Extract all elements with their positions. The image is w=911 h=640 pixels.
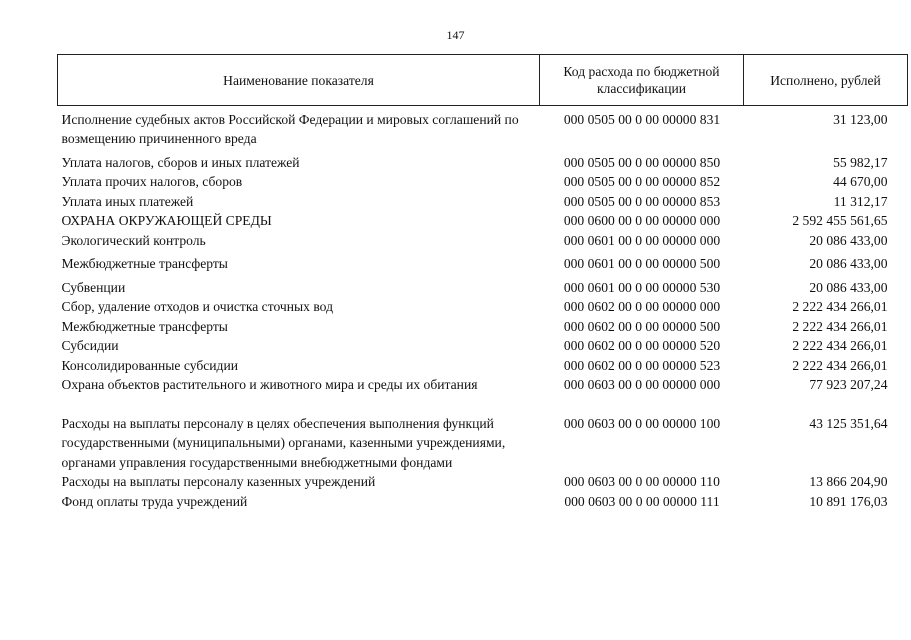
row-code: 000 0602 00 0 00 00000 520	[563, 338, 721, 353]
row-code: 000 0505 00 0 00 00000 850	[563, 154, 721, 170]
row-code: 000 0603 00 0 00 00000 000	[563, 377, 721, 392]
table-row	[58, 492, 908, 512]
row-code: 000 0602 00 0 00 00000 500	[563, 318, 721, 334]
budget-table	[57, 54, 908, 511]
row-amount: 10 891 176,03	[809, 493, 888, 509]
header-row	[58, 55, 908, 106]
row-amount: 13 866 204,90	[809, 474, 888, 489]
row-amount: 77 923 207,24	[809, 377, 888, 392]
row-name: Уплата иных платежей	[61, 193, 194, 209]
header-amount: Исполнено, рублей	[744, 55, 908, 106]
row-amount: 2 222 434 266,01	[792, 357, 888, 373]
row-code: 000 0601 00 0 00 00000 530	[563, 279, 721, 295]
row-code: 000 0602 00 0 00 00000 000	[563, 299, 721, 314]
row-amount: 31 123,00	[833, 111, 888, 127]
table-row	[58, 336, 908, 356]
row-name: Уплата налогов, сборов и иных платежей	[61, 154, 300, 170]
row-name: Расходы на выплаты персоналу казенных учреждений	[61, 474, 376, 489]
row-code: 000 0603 00 0 00 00000 110	[564, 474, 720, 489]
table-row	[58, 375, 908, 395]
header-code: Код расхода по бюджетной классификации	[540, 55, 744, 106]
row-amount: 11 312,17	[833, 193, 888, 209]
table-row	[58, 192, 908, 212]
table-row	[58, 414, 908, 473]
row-amount: 20 086 433,00	[809, 279, 888, 295]
table-body	[58, 106, 908, 512]
row-name: Охрана объектов растительного и животного мира и среды их обитания	[61, 377, 478, 392]
table-row	[58, 472, 908, 492]
row-code: 000 0505 00 0 00 00000 831	[563, 111, 721, 127]
page-number: 147	[446, 28, 465, 42]
row-code: 000 0505 00 0 00 00000 853	[563, 193, 721, 209]
table-header	[58, 55, 908, 106]
row-name: Уплата прочих налогов, сборов	[61, 174, 243, 189]
row-amount: 2 222 434 266,01	[792, 338, 888, 353]
row-amount: 20 086 433,00	[809, 232, 888, 248]
table-row	[58, 211, 908, 231]
row-code: 000 0603 00 0 00 00000 100	[563, 415, 721, 431]
table-row	[58, 278, 908, 298]
row-name: Экологический контроль	[61, 232, 206, 248]
row-amount: 44 670,00	[833, 174, 888, 189]
row-code: 000 0505 00 0 00 00000 852	[563, 174, 721, 189]
row-amount: 55 982,17	[833, 154, 888, 170]
row-code: 000 0601 00 0 00 00000 000	[563, 232, 721, 248]
row-name: Консолидированные субсидии	[61, 357, 239, 373]
row-amount: 2 592 455 561,65	[792, 213, 888, 228]
row-name: Фонд оплаты труда учреждений	[61, 493, 248, 509]
row-code: 000 0601 00 0 00 00000 500	[563, 256, 721, 271]
row-name: Межбюджетные трансферты	[61, 318, 228, 334]
table-row	[58, 172, 908, 192]
row-name: Субсидии	[61, 338, 119, 353]
table-row	[58, 231, 908, 251]
header-name: Наименование показателя	[58, 55, 540, 106]
row-name: Исполнение судебных актов Российской Федерации и мировых соглашений по возмещению причиненного вреда	[61, 111, 519, 146]
table-row	[58, 153, 908, 173]
row-amount: 2 222 434 266,01	[792, 318, 888, 334]
row-code: 000 0600 00 0 00 00000 000	[563, 213, 721, 228]
row-amount: 43 125 351,64	[809, 415, 888, 431]
table-row	[58, 254, 908, 274]
table-row	[58, 297, 908, 317]
table-row	[58, 317, 908, 337]
row-name: ОХРАНА ОКРУЖАЮЩЕЙ СРЕДЫ	[61, 213, 272, 228]
row-name: Сбор, удаление отходов и очистка сточных вод	[61, 299, 333, 314]
row-name: Межбюджетные трансферты	[61, 256, 228, 271]
row-name: Расходы на выплаты персоналу в целях обеспечения выполнения функций государственными (муниципальными) органами, казенными учреждениями, органами управления государственными внебюджетными фондами	[61, 415, 506, 470]
table-row	[58, 356, 908, 376]
row-amount: 20 086 433,00	[809, 256, 888, 271]
row-amount: 2 222 434 266,01	[792, 299, 888, 314]
row-name: Субвенции	[61, 279, 126, 295]
row-spacer	[58, 395, 908, 414]
row-code: 000 0603 00 0 00 00000 111	[564, 493, 720, 509]
table-row	[58, 110, 908, 149]
row-code: 000 0602 00 0 00 00000 523	[563, 357, 721, 373]
